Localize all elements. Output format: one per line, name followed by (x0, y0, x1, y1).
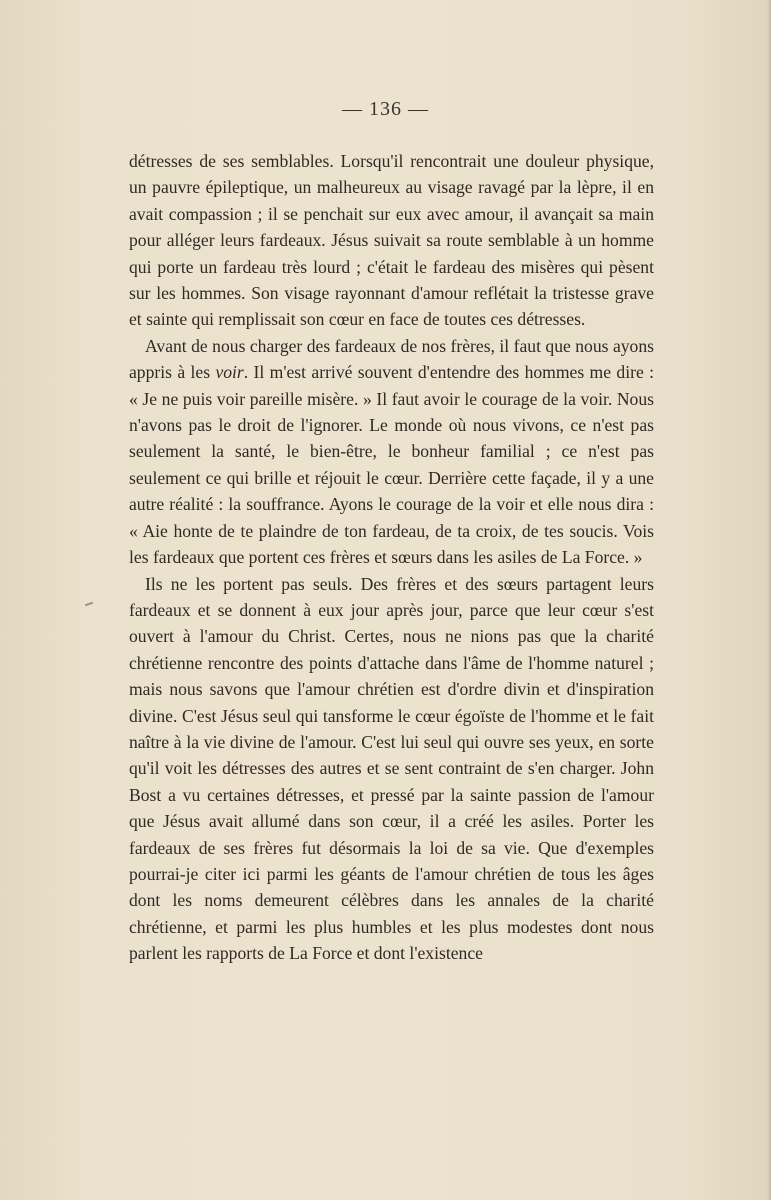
paragraph-3: Ils ne les portent pas seuls. Des frères et des sœurs partagent leurs fardeaux et se donnent à eux jour après jour, parce que leur cœur s'est ouvert à l'amour du Christ. Certes, nous ne nions pas que la charité chrétienne rencontre des points d'attache dans l'âme de l'homme naturel ; mais nous savons que l'amour chrétien est d'ordre divin et d'inspiration divine. C'est Jésus seul qui tansforme le cœur égoïste de l'homme et le fait naître à la vie divine de l'amour. C'est lui seul qui ouvre ses yeux, en sorte qu'il voit les détresses des autres et se sent contraint de s'en charger. John Bost a vu certaines détresses, et pressé par la sainte passion de l'amour que Jésus avait allumé dans son cœur, il a créé les asiles. Porter les fardeaux de ses frères fut désormais la loi de sa vie. Que d'exemples pourrai-je citer ici parmi les géants de l'amour chrétien de tous les âges dont les noms demeurent célèbres dans les annales de la charité chrétienne, et parmi les plus humbles et les plus modestes dont nous parlent les rapports de La Force et dont l'existence (129, 573, 654, 964)
paragraph-2-text-before: Avant de nous charger des fardeaux de nos frères, il faut que nous ayons appris à les (129, 335, 654, 383)
body-text (129, 148, 654, 967)
paragraph-1: détresses de ses semblables. Lorsqu'il rencontrait une douleur physique, un pauvre épileptique, un malheureux au visage ravagé par la lèpre, il en avait compassion ; il se penchait sur eux avec amour, il avançait sa main pour alléger leurs fardeaux. Jésus suivait sa route semblable à un homme qui porte un fardeau très lourd ; c'était le fardeau des misères qui pèsent sur les hommes. Son visage rayonnant d'amour reflétait la tristesse grave et sainte qui remplissait son cœur en face de toutes ces détresses. (129, 151, 654, 330)
page-number: — 136 — (342, 98, 429, 120)
paragraph-2 (129, 333, 654, 571)
page-edge-shadow (767, 0, 771, 1200)
paragraph-2-text-after: . Il m'est arrivé souvent d'entendre des hommes me dire : « Je ne puis voir pareille misère. » Il faut avoir le courage de la voir. Nous n'avons pas le droit de l'ignorer. Le monde où nous vivons, ce n'est pas seulement la santé, le bien-être, le bonheur familial ; ce n'est pas seulement ce qui brille et réjouit le cœur. Derrière cette façade, il y a une autre réalité : la souffrance. Ayons le courage de la voir et elle nous dira : « Aie honte de te plaindre de ton fardeau, de ta croix, de tes soucis. Vois les fardeaux que portent ces frères et sœurs dans les asiles de La Force. » (129, 362, 655, 568)
margin-mark (85, 602, 93, 607)
emphasized-word-voir: voir (215, 362, 244, 383)
